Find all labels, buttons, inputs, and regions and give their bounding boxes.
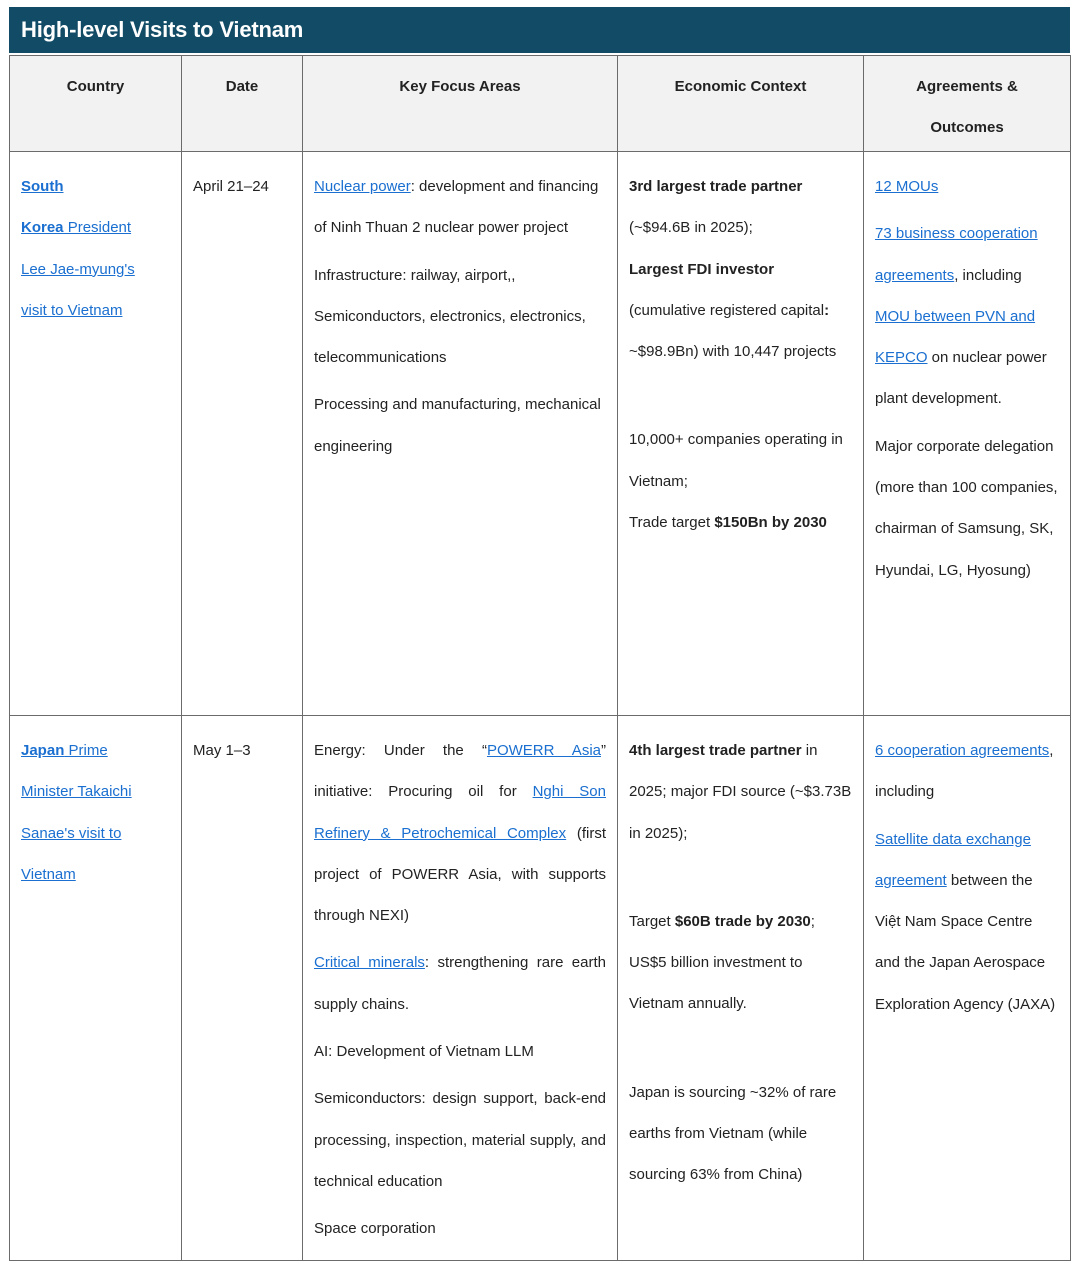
country-link[interactable]: Korea	[21, 219, 64, 237]
header-agreements: Agreements & Outcomes	[864, 56, 1071, 152]
date-cell: May 1–3	[182, 716, 303, 1261]
agreements-cell: 12 MOUs 73 business cooperation agreements, including MOU between PVN and KEPCO on nuclear power plant development. Major corporate delegation (more than 100 companies, chairman of Samsung, SK, Hyundai, LG, Hyosung)	[864, 152, 1071, 716]
agreement-link[interactable]: MOU between PVN and	[875, 307, 1036, 325]
focus-link[interactable]: POWERR Asia	[486, 742, 601, 759]
country-cell	[10, 716, 182, 1261]
country-link[interactable]: South	[21, 178, 64, 195]
country-cell	[10, 152, 182, 716]
visit-link[interactable]: visit to Vietnam	[21, 301, 123, 319]
visit-link[interactable]: Sanae's visit to	[21, 824, 122, 842]
header-country: Country	[10, 56, 182, 152]
focus-link[interactable]: Nuclear power	[314, 178, 411, 195]
agreement-link[interactable]: 73 business cooperation agreements	[875, 225, 1038, 284]
context-cell: 4th largest trade partner in 2025; major FDI source (~$3.73B in 2025); Target $60B trade by 2030; US$5 billion investment to Vietnam annually. Japan is sourcing ~32% of rare earths from Vietnam (while sourcing 63% from China)	[618, 716, 864, 1261]
date-cell: April 21–24	[182, 152, 303, 716]
header-focus: Key Focus Areas	[303, 56, 618, 152]
country-link[interactable]: Japan	[21, 742, 65, 759]
visit-link[interactable]: Prime	[64, 742, 108, 759]
visit-link[interactable]: President	[63, 219, 132, 237]
table-title: High-level Visits to Vietnam	[9, 7, 1070, 53]
header-row	[10, 56, 1071, 152]
agreement-link[interactable]: 12 MOUs	[875, 178, 939, 195]
context-cell: 3rd largest trade partner (~$94.6B in 2025); Largest FDI investor (cumulative registered capital: ~$98.9Bn) with 10,447 projects 10,000+ companies operating in Vietnam; Trade target $150Bn by 2030	[618, 152, 864, 716]
visits-table	[9, 55, 1071, 1261]
visit-link[interactable]: Vietnam	[21, 865, 76, 883]
table-row	[10, 716, 1071, 1261]
focus-cell: Energy: Under the “POWERR Asia” initiative: Procuring oil for Nghi Son Refinery & Petrochemical Complex (first project of POWERR Asia, with supports through NEXI) Critical minerals: strengthening rare earth supply chains. AI: Development of Vietnam LLM Semiconductors: design support, back-end processing, inspection, material supply, and technical education Space corporation	[303, 716, 618, 1261]
agreement-link[interactable]: Satellite data exchange agreement	[875, 830, 1031, 889]
header-context: Economic Context	[618, 56, 864, 152]
visit-link[interactable]: Lee Jae-myung's	[21, 260, 135, 278]
visit-link[interactable]: Minister Takaichi	[21, 783, 132, 801]
agreements-cell: 6 cooperation agreements, including Satellite data exchange agreement between the Việt Nam Space Centre and the Japan Aerospace Exploration Agency (JAXA)	[864, 716, 1071, 1261]
agreement-link[interactable]: 6 cooperation agreements	[875, 742, 1050, 759]
focus-link[interactable]: Critical minerals	[314, 954, 425, 972]
table-row	[10, 152, 1071, 716]
header-date: Date	[182, 56, 303, 152]
agreement-link[interactable]: KEPCO	[875, 349, 928, 367]
focus-cell: Nuclear power: development and financing of Ninh Thuan 2 nuclear power project Infrastructure: railway, airport,, Semiconductors, electronics, electronics, telecommunications Processing and manufacturing, mechanical engineering	[303, 152, 618, 716]
focus-link[interactable]: Nghi Son Refinery & Petrochemical Complex	[314, 783, 606, 842]
